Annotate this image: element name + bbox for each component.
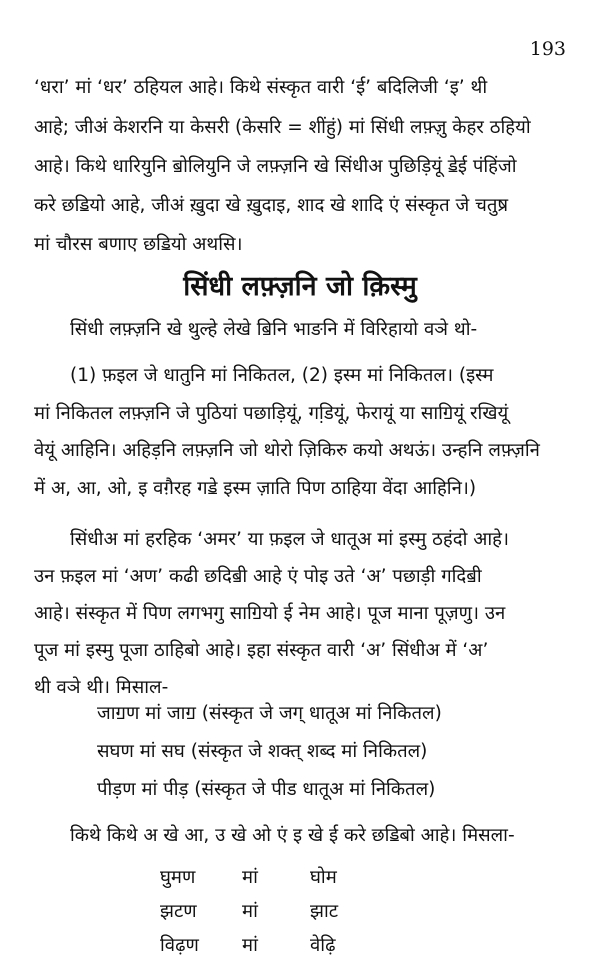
derived-word: झाट <box>310 901 339 922</box>
text-line: वेयूं आहिनि। अहिड़नि लफ़्ज़नि जो थोरो ज़िकिरु कयो अथऊं। उन्हनि लफ़्ज़नि <box>34 440 540 461</box>
text-line: में अ, आ, ओ, इ वग़ैरह गॾे इस्म ज़ाति पिण ठाहिया वेंदा आहिनि।) <box>34 478 477 499</box>
section-heading: सिंधी लफ़्ज़नि जो क़िस्मु <box>183 271 417 302</box>
example-item: पीड़ण मां पीड़ (संस्कृत जे पीड धातूअ मां निकितल) <box>97 779 436 800</box>
example-item: जाॻण मां जाॻ (संस्कृत जे जग् धातूअ मां निकितल) <box>97 703 442 724</box>
table-row <box>160 898 460 930</box>
text-line: पूज मां इस्मु पूजा ठाहिबो आहे। इहा संस्कृत वारी ‘अ’ सिंधीअ में ‘अ’ <box>34 640 489 661</box>
text-line: आहे; जीअं केशरनि या केसरी (केसरि = शींहुं) मां सिंधी लफ़्ज़ु केहर ठहियो <box>34 117 531 138</box>
table-row <box>160 864 460 896</box>
text-line: मां चौरस बणाए छॾियो अथसि। <box>34 234 243 255</box>
source-word: झटण <box>160 901 197 922</box>
text-line: सिंधी लफ़्ज़नि खे थुल्हे लेखे ॿिनि भाङनि में विरिहायो वञे थो- <box>70 319 478 340</box>
example-item: सघण मां सघ (संस्कृत जे शक्त् शब्द मां निकितल) <box>97 741 428 762</box>
page-number: 193 <box>529 38 566 60</box>
text-line: सिंधीअ मां हरहिक ‘अमर’ या फ़इल जे धातूअ मां इस्मु ठहंदो आहे। <box>70 529 509 550</box>
text-line: उन फ़इल मां ‘अण’ कढी छदिॿी आहे एं पोइ उते ‘अ’ पछाड़ी गदिॿी <box>34 566 482 587</box>
derived-word: घोम <box>310 867 337 888</box>
text-line: ‘धरा’ मां ‘धर’ ठहियल आहे। किथे संस्कृत वारी ‘ई’ बदिलिजी ‘इ’ थी <box>34 77 488 98</box>
text-line: आहे। किथे धारियुनि ॿोलियुनि जे लफ़्ज़नि खे सिंधीअ पुछिड़ियूं ॾेई पंहिंजो <box>34 156 517 177</box>
source-word: विढ़ण <box>160 935 199 956</box>
text-line: मां निकितल लफ़्ज़नि जे पुठियां पछाड़ियूं, गडि़यूं, फेरायूं या साॻियूं रखियूं <box>34 403 509 424</box>
connector-word: मां <box>242 935 258 956</box>
connector-word: मां <box>242 901 258 922</box>
text-line: करे छॾियो आहे, जीअं ख़ुदा खे ख़ुदाइ, शाद खे शादि एं संस्कृत जे चतुष्र <box>34 195 509 216</box>
text-line: आहे। संस्कृत में पिण लगभगु साॻियो ई नेम आहे। पूज माना पूज़णु। उन <box>34 603 506 624</box>
text-line: (1) फ़इल जे धातुनि मां निकितल, (2) इस्म मां निकितल। (इस्म <box>70 365 494 386</box>
text-line: थी वञे थी। मिसाल- <box>34 677 169 698</box>
text-line: किथे किथे अ खे आ, उ खे ओ एं इ खे ई करे छॾिबो आहे। मिसला- <box>70 825 515 846</box>
source-word: घुमण <box>160 867 196 888</box>
connector-word: मां <box>242 867 258 888</box>
derived-word: वेढ़ि <box>310 935 336 956</box>
table-row <box>160 932 460 964</box>
